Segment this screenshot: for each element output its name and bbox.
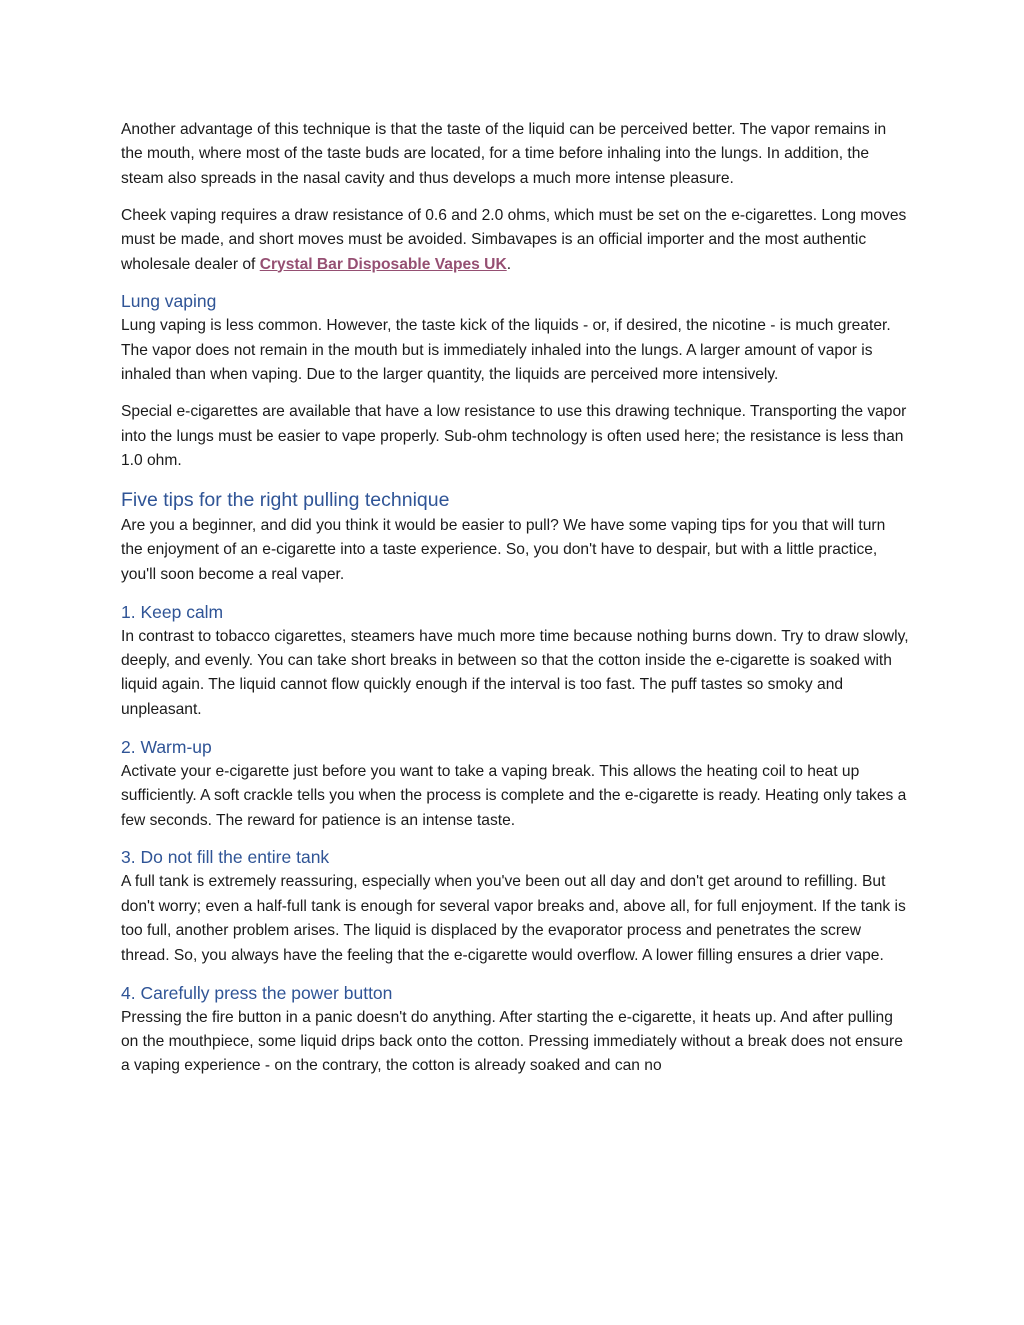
lung-vaping-paragraph-1: Lung vaping is less common. However, the taste kick of the liquids - or, if desired, the nicotine - is much greater. The vapor does not remain in the mouth but is immediately inhaled into the lungs. A larger amount of vapor is inhaled than when vaping. Due to the larger quantity, the liquids are perceived more intensively.	[121, 317, 891, 384]
tip-4-heading: 4. Carefully press the power button	[121, 982, 393, 1003]
tip-2-paragraph: Activate your e-cigarette just before you want to take a vaping break. This allows the heating coil to heat up sufficiently. A soft crackle tells you when the process is complete and the e-cigarette is ready. Heating only takes a few seconds. The reward for patience is an intense taste.	[121, 762, 907, 829]
crystal-bar-link[interactable]: Crystal Bar Disposable Vapes UK	[259, 255, 507, 273]
tip-4-paragraph: Pressing the fire button in a panic doesn't do anything. After starting the e-cigarette, it heats up. And after pulling on the mouthpiece, some liquid drips back onto the cotton. Pressing immediately without a break does not ensure a vaping experience - on the contrary, the cotton is already soaked and can no	[121, 1008, 903, 1075]
document-page	[121, 118, 911, 1091]
tip-2-heading: 2. Warm-up	[121, 736, 212, 757]
intro-paragraph-1: Another advantage of this technique is that the taste of the liquid can be perceived better. The vapor remains in the mouth, where most of the taste buds are located, for a time before inhaling into the lungs. In addition, the steam also spreads in the nasal cavity and thus develops a much more intense pleasure.	[121, 121, 887, 187]
lung-vaping-heading: Lung vaping	[121, 291, 217, 312]
lung-vaping-paragraph-2: Special e-cigarettes are available that have a low resistance to use this drawing technique. Transporting the vapor into the lungs must be easier to vape properly. Sub-ohm technology is often used here; the resistance is less than 1.0 ohm.	[121, 403, 907, 469]
tip-3-heading: 3. Do not fill the entire tank	[121, 847, 330, 868]
tip-3-paragraph: A full tank is extremely reassuring, especially when you've been out all day and don't get around to refilling. But don't worry; even a half-full tank is enough for several vapor breaks and, above all, for full enjoyment. If the tank is too full, another problem arises. The liquid is displaced by the evaporator process and penetrates the screw thread. So, you always have the feeling that the e-cigarette would overflow. A lower filling ensures a drier vape.	[121, 873, 906, 964]
intro-paragraph-2	[121, 204, 911, 277]
five-tips-heading: Five tips for the right pulling technique	[121, 488, 450, 511]
five-tips-paragraph: Are you a beginner, and did you think it would be easier to pull? We have some vaping tips for you that will turn the enjoyment of an e-cigarette into a taste experience. So, you don't have to despair, but with a little practice, you'll soon become a real vaper.	[121, 516, 886, 583]
tip-1-heading: 1. Keep calm	[121, 601, 224, 622]
intro-paragraph-2-end: .	[506, 255, 512, 273]
intro-paragraph-2-text: Cheek vaping requires a draw resistance of 0.6 and 2.0 ohms, which must be set on the e-cigarettes. Long moves must be made, and short moves must be avoided. Simbavapes is an official importer and the most authentic wholesale dealer of	[121, 206, 907, 273]
tip-1-paragraph: In contrast to tobacco cigarettes, steamers have much more time because nothing burns down. Try to draw slowly, deeply, and evenly. You can take short breaks in between so that the cotton inside the e-cigarette is soaked with liquid again. The liquid cannot flow quickly enough if the interval is too fast. The puff tastes so smoky and unpleasant.	[121, 627, 909, 718]
